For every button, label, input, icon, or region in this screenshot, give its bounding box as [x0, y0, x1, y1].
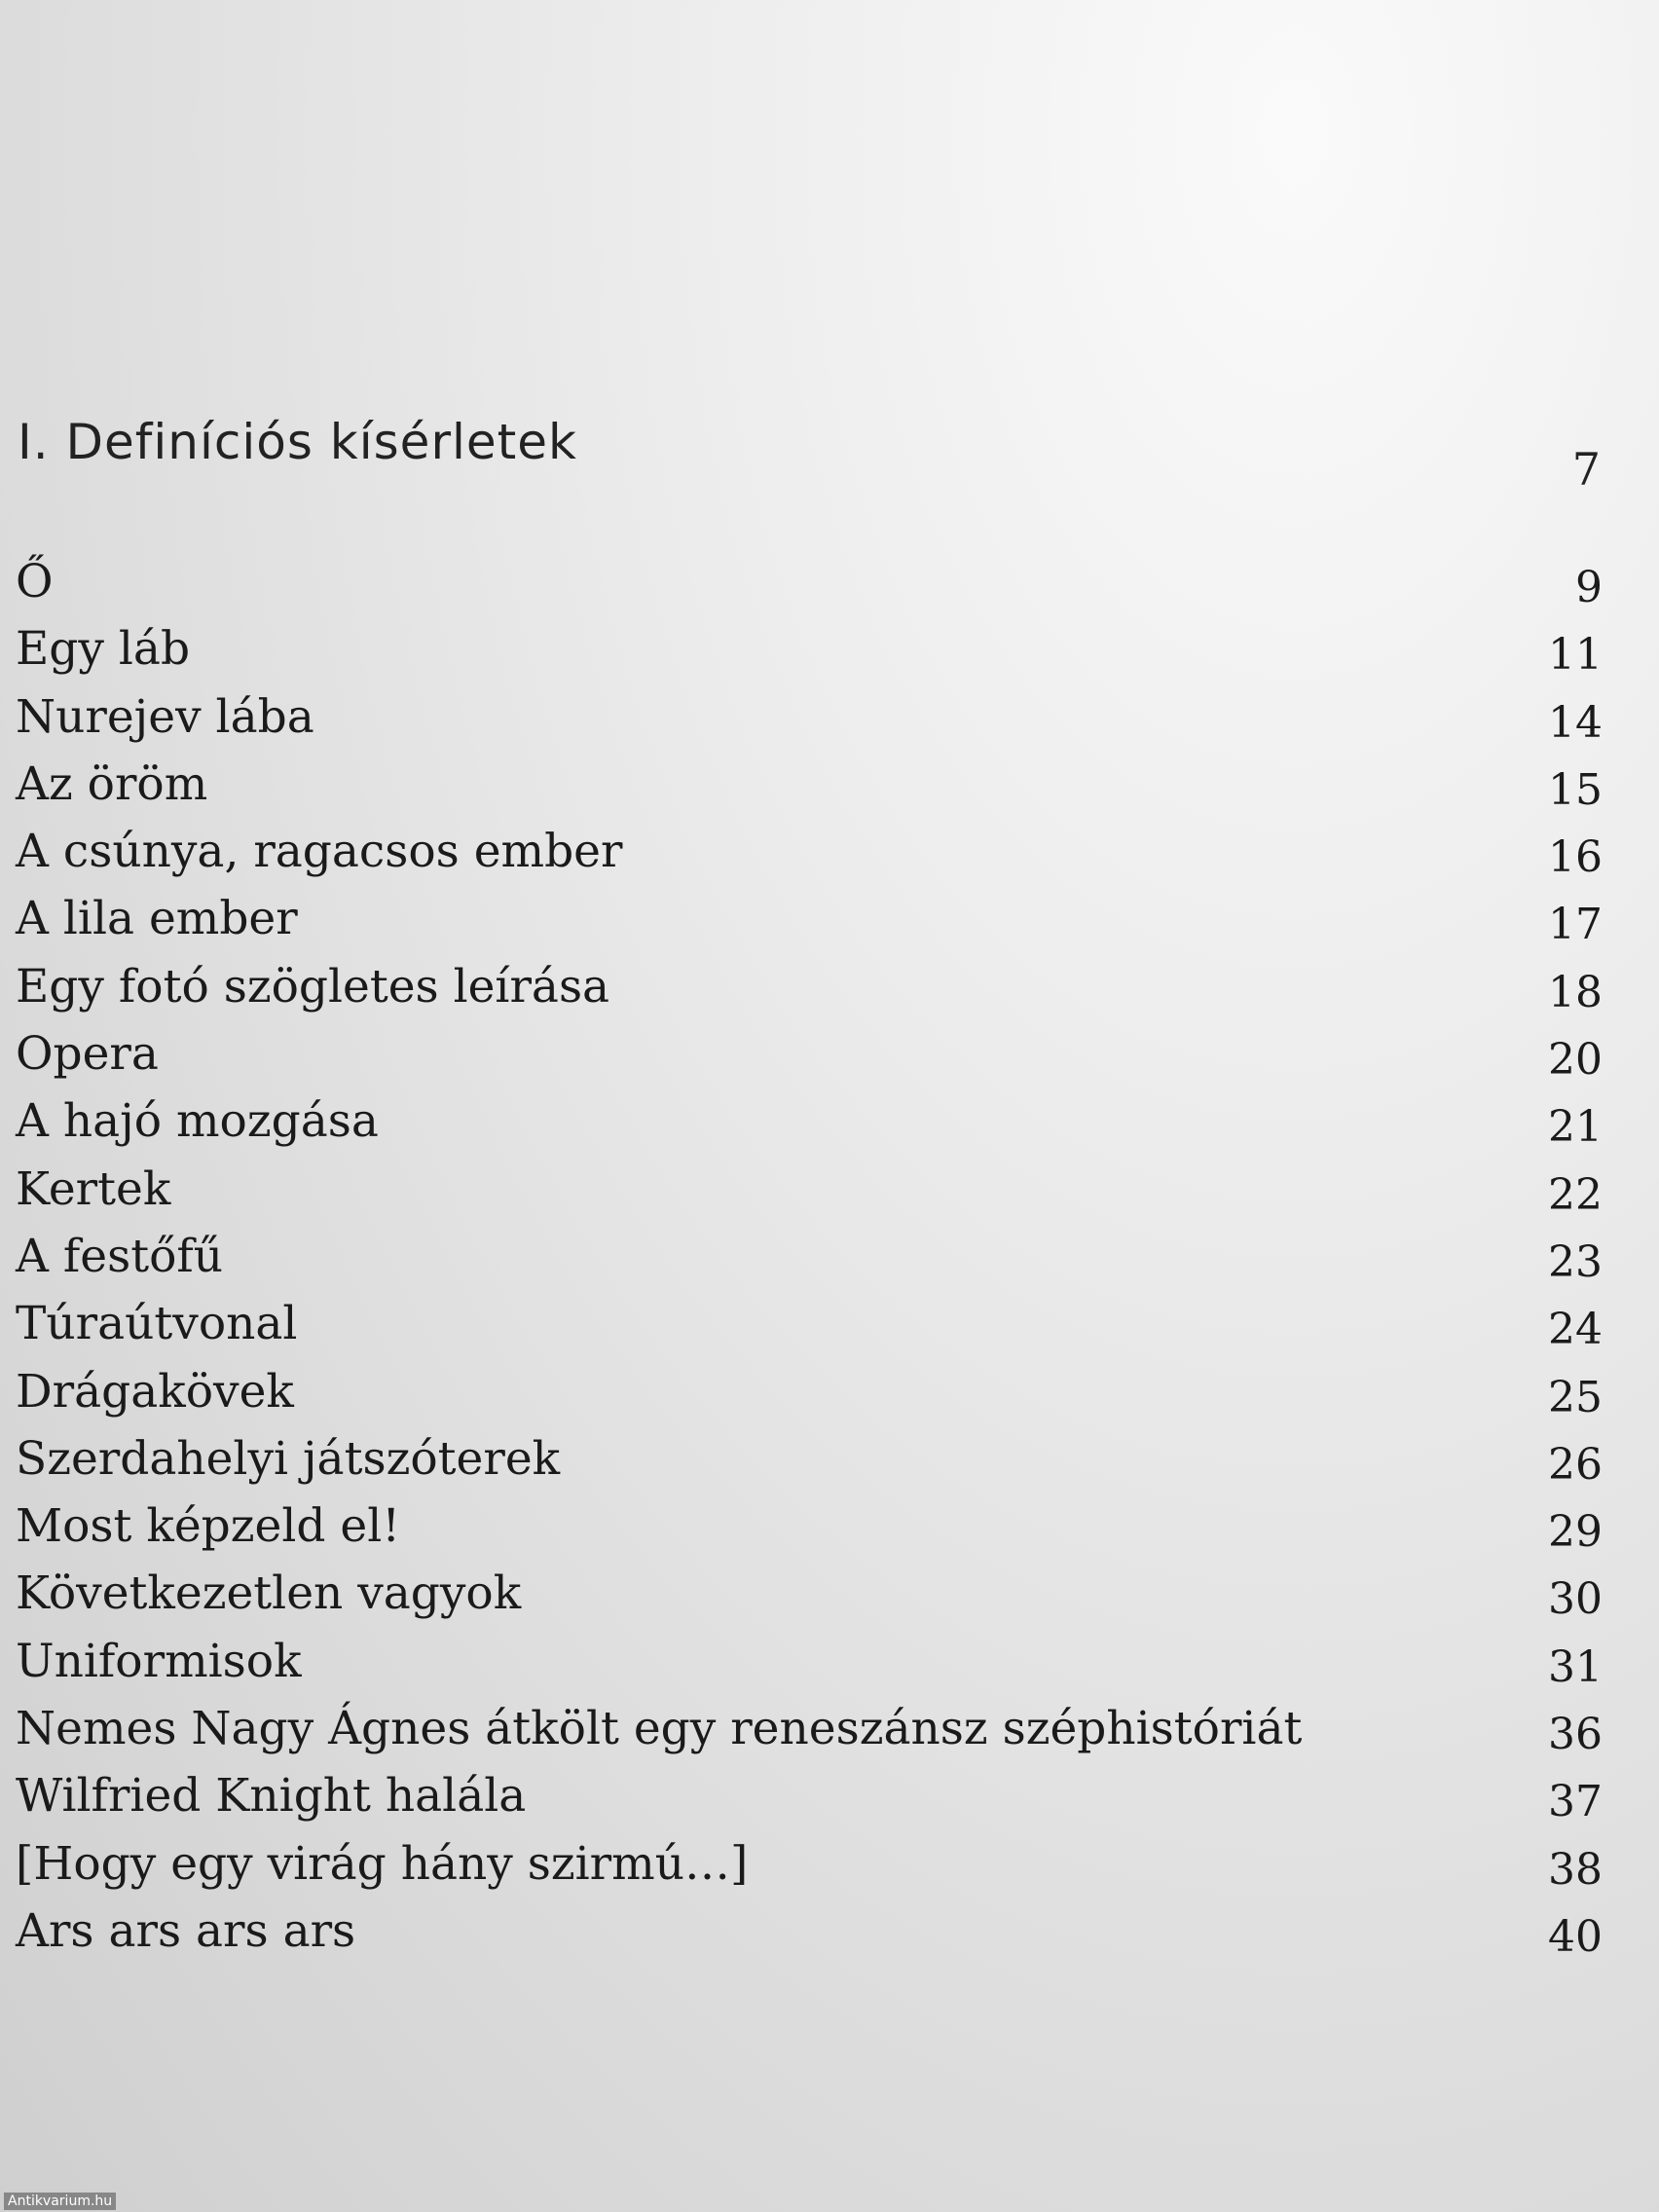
toc-entry-page: 15	[1548, 764, 1603, 815]
toc-entry-page: 11	[1548, 630, 1603, 681]
toc-entry	[16, 1567, 1603, 1634]
watermark: Antikvarium.hu	[4, 2193, 116, 2210]
toc-entry	[16, 1230, 1603, 1297]
toc-entry-title: Szerdahelyi játszóterek	[16, 1431, 561, 1486]
toc-entry-page: 36	[1548, 1710, 1603, 1760]
toc-entry	[16, 1432, 1603, 1499]
toc-entry-page: 17	[1548, 900, 1603, 950]
toc-entry	[16, 1904, 1603, 1972]
toc-entry-title: [Hogy egy virág hány szirmú…]	[16, 1836, 749, 1891]
toc-entry-page: 37	[1548, 1777, 1603, 1827]
toc-entry-page: 14	[1548, 697, 1603, 748]
toc-entry	[16, 1162, 1603, 1230]
toc-entry-page: 16	[1548, 832, 1603, 883]
toc-entry-title: Következetlen vagyok	[16, 1567, 522, 1621]
toc-entry-title: Drágakövek	[16, 1364, 294, 1419]
toc-entry-title: Az öröm	[16, 756, 208, 811]
table-of-contents	[16, 555, 1603, 1972]
toc-entry-title: A lila ember	[16, 892, 298, 946]
toc-entry-title: A csúnya, ragacsos ember	[16, 825, 623, 879]
toc-entry-page: 18	[1548, 967, 1603, 1017]
toc-entry	[16, 1365, 1603, 1432]
toc-entry-page: 30	[1548, 1574, 1603, 1625]
toc-entry	[16, 1702, 1603, 1769]
section-title: I. Definíciós kísérletek	[18, 414, 577, 470]
toc-entry-page: 24	[1548, 1305, 1603, 1355]
toc-entry-page: 31	[1548, 1641, 1603, 1692]
toc-entry	[16, 1094, 1603, 1161]
toc-entry-page: 38	[1548, 1844, 1603, 1895]
toc-entry-page: 20	[1548, 1035, 1603, 1086]
toc-entry	[16, 1837, 1603, 1904]
toc-entry-title: Túraútvonal	[16, 1297, 298, 1351]
toc-entry	[16, 757, 1603, 825]
toc-entry-page: 23	[1548, 1236, 1603, 1287]
toc-entry-title: Opera	[16, 1027, 159, 1082]
toc-entry-title: Egy láb	[16, 622, 191, 677]
toc-entry-title: Most képzeld el!	[16, 1499, 401, 1554]
toc-entry-page: 9	[1575, 563, 1603, 612]
toc-entry	[16, 622, 1603, 689]
toc-entry-title: Nurejev lába	[16, 689, 314, 744]
toc-entry-title: Ő	[16, 555, 54, 608]
toc-entry-title: Ars ars ars ars	[16, 1903, 356, 1958]
toc-entry-page: 21	[1548, 1102, 1603, 1153]
toc-entry	[16, 690, 1603, 757]
toc-entry	[16, 892, 1603, 959]
toc-entry-page: 22	[1548, 1169, 1603, 1220]
toc-entry-title: A festőfű	[16, 1229, 224, 1283]
section-page-number: 7	[1571, 443, 1601, 496]
toc-entry-page: 25	[1548, 1372, 1603, 1422]
toc-entry-title: A hajó mozgása	[16, 1094, 379, 1149]
toc-entry	[16, 1769, 1603, 1836]
toc-entry-title: Uniformisok	[16, 1634, 302, 1688]
toc-entry	[16, 1297, 1603, 1364]
toc-entry-page: 29	[1548, 1507, 1603, 1558]
toc-entry	[16, 1635, 1603, 1702]
toc-entry	[16, 1499, 1603, 1567]
toc-entry	[16, 555, 1603, 622]
toc-entry-page: 40	[1548, 1911, 1603, 1962]
toc-entry-title: Wilfried Knight halála	[16, 1769, 527, 1824]
toc-entry-title: Egy fotó szögletes leírása	[16, 959, 610, 1014]
toc-entry-title: Kertek	[16, 1161, 171, 1216]
toc-entry	[16, 960, 1603, 1027]
toc-entry	[16, 1027, 1603, 1094]
toc-entry-title: Nemes Nagy Ágnes átkölt egy reneszánsz széphistóriát	[16, 1702, 1303, 1756]
toc-entry	[16, 825, 1603, 892]
toc-entry-page: 26	[1548, 1439, 1603, 1490]
